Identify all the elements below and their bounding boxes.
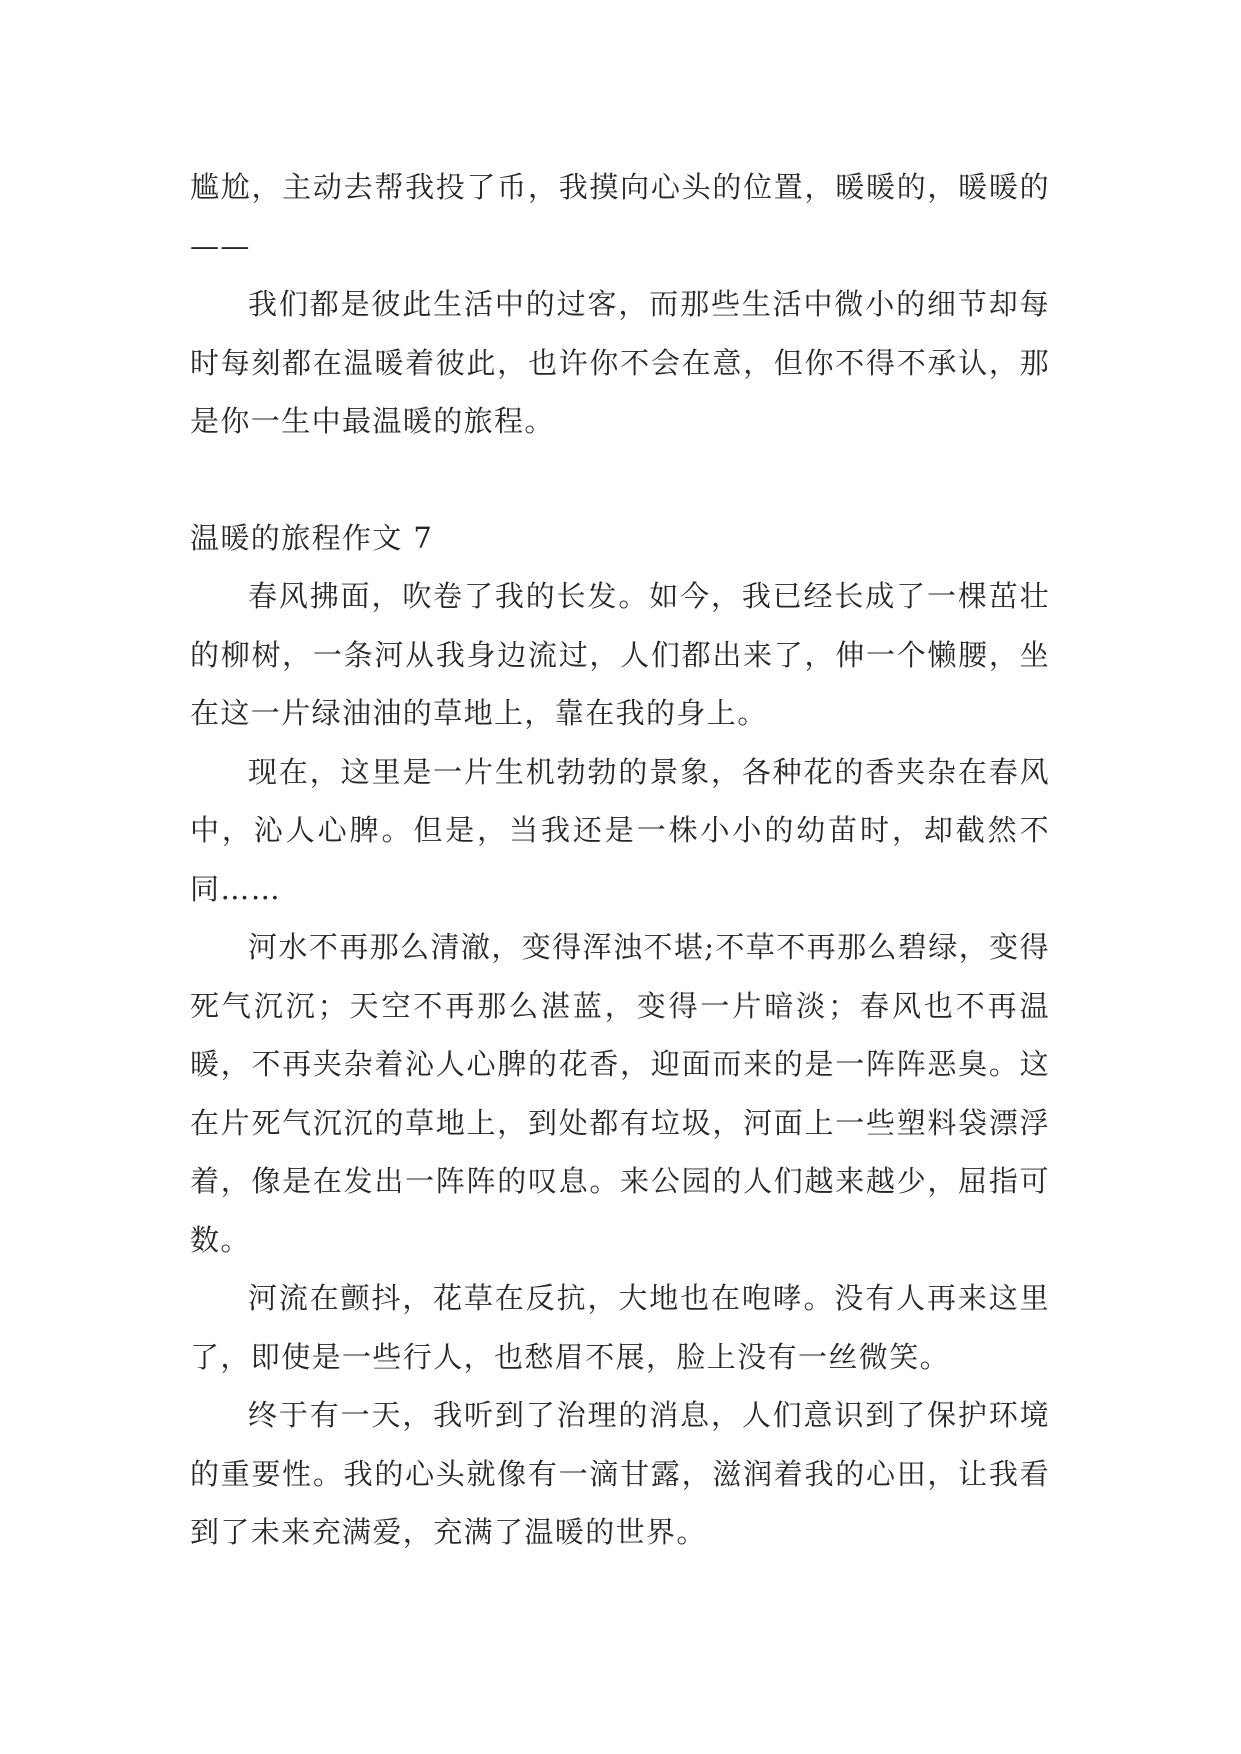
paragraph-polluted-past: 河水不再那么清澈，变得浑浊不堪;不草不再那么碧绿，变得死气沉沉；天空不再那么湛蓝，变得一片暗淡；春风也不再温暖，不再夹杂着沁人心脾的花香，迎面而来的是一阵阵恶臭。这在片死气沉沉的草地上，到处都有垃圾，河面上一些塑料袋漂浮着，像是在发出一阵阵的叹息。来公园的人们越来越少，屈指可数。 bbox=[190, 930, 1050, 1257]
paragraph-present-scene: 现在，这里是一片生机勃勃的景象，各种花的香夹杂在春风中，沁人心脾。但是，当我还是一株小小的幼苗时，却截然不同…… bbox=[190, 754, 1050, 906]
paragraph-nature-protest: 河流在颤抖，花草在反抗，大地也在咆哮。没有人再来这里了，即使是一些行人，也愁眉不展，脸上没有一丝微笑。 bbox=[190, 1281, 1050, 1374]
paragraph-conclusion: 我们都是彼此生活中的过客，而那些生活中微小的细节却每时每刻都在温暖着彼此，也许你不会在意，但你不得不承认，那是你一生中最温暖的旅程。 bbox=[190, 287, 1050, 438]
paragraph-hope: 终于有一天，我听到了治理的消息，人们意识到了保护环境的重要性。我的心头就像有一滴甘露，滋润着我的心田，让我看到了未来充满爱，充满了温暖的世界。 bbox=[190, 1398, 1050, 1549]
essay-heading: 温暖的旅程作文 7 bbox=[190, 520, 434, 555]
document-body bbox=[190, 158, 1050, 1562]
paragraph-spring-willow: 春风拂面，吹卷了我的长发。如今，我已经长成了一棵茁壮的柳树，一条河从我身边流过，人们都出来了，伸一个懒腰，坐在这一片绿油油的草地上，靠在我的身上。 bbox=[190, 579, 1050, 730]
paragraph-continuation: 尴尬，主动去帮我投了币，我摸向心头的位置，暖暖的，暖暖的—— bbox=[190, 170, 1050, 263]
